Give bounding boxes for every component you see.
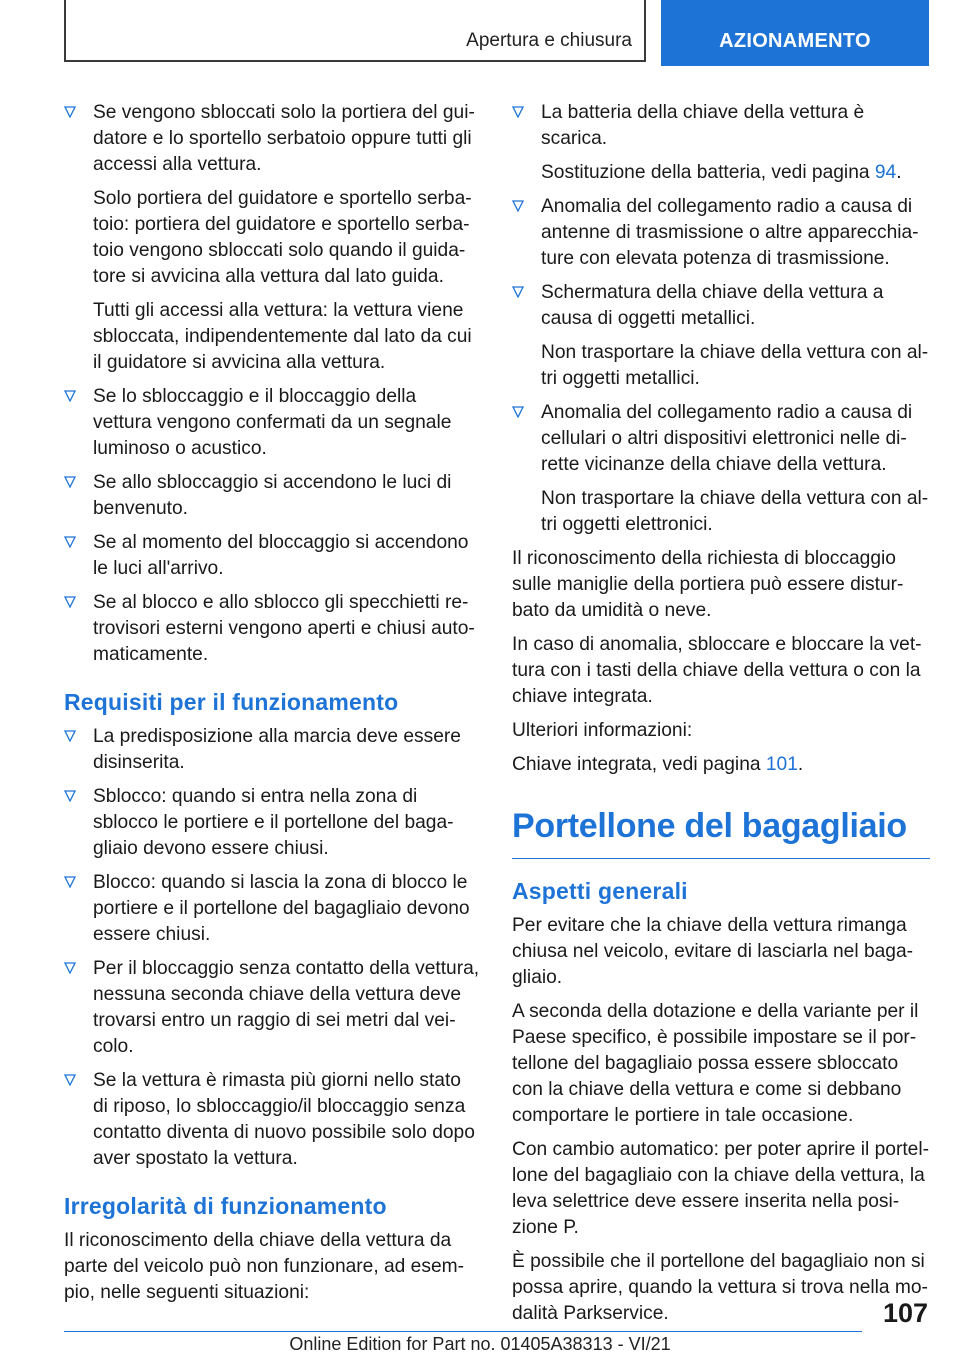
bullet-text: La batteria della chiave della vettura è scarica. xyxy=(541,102,865,149)
list-item xyxy=(64,956,480,1060)
bullet-text: Se la vettura è rimasta più giorni nello stato di riposo, lo sbloccaggio/il bloccaggio senza contatto diventa di nuovo possibile solo dopo aver spostato la vettura. xyxy=(93,1070,475,1169)
triangle-bullet-icon xyxy=(64,876,76,888)
paragraph: Il riconoscimento della richiesta di bloccaggio sulle maniglie della portiera può essere distur-bato da umidità o neve. xyxy=(512,548,904,621)
paragraph: Per evitare che la chiave della vettura rimanga chiusa nel veicolo, evitare di lasciarla nel baga-gliaio. xyxy=(512,915,914,988)
list-item xyxy=(64,100,480,376)
list-item xyxy=(512,400,930,538)
list-item xyxy=(64,724,480,776)
bullet-text: Sblocco: quando si entra nella zona di sblocco le portiere e il portellone del baga-gliaio devono essere chiusi. xyxy=(93,786,454,859)
bullet-text: Schermatura della chiave della vettura a causa di oggetti metallici. xyxy=(541,282,884,329)
paragraph: Ulteriori informazioni: xyxy=(512,720,693,741)
bullet-text: Anomalia del collegamento radio a causa di antenne di trasmissione o altre apparecchia-ture con elevata potenza di trasmissione. xyxy=(541,196,919,269)
bullet-note: Non trasportare la chiave della vettura con al-tri oggetti elettronici. xyxy=(541,488,929,535)
triangle-bullet-icon xyxy=(64,476,76,488)
list-item xyxy=(512,194,930,272)
triangle-bullet-icon xyxy=(512,106,524,118)
left-column xyxy=(64,100,480,1314)
list-item xyxy=(64,784,480,862)
page-header xyxy=(64,0,929,66)
heading-requirements: Requisiti per il funzionamento xyxy=(64,689,399,715)
bullet-text: Per il bloccaggio senza contatto della vettura, nessuna seconda chiave della vettura deve trovarsi entro un raggio di sei metri dal vei-colo. xyxy=(93,958,480,1057)
triangle-bullet-icon xyxy=(64,536,76,548)
footer-edition: Online Edition for Part no. 01405A38313 - VI/21 xyxy=(289,1334,671,1354)
bullet-text: Se al blocco e allo sblocco gli specchietti re-trovisori esterni vengono aperti e chiusi auto-maticamente. xyxy=(93,592,475,665)
triangle-bullet-icon xyxy=(64,730,76,742)
bullet-reference: Sostituzione della batteria, vedi pagina 94. xyxy=(541,162,902,183)
heading-irregularities: Irregolarità di funzionamento xyxy=(64,1193,387,1219)
triangle-bullet-icon xyxy=(64,790,76,802)
bullet-text: Tutti gli accessi alla vettura: la vettura viene sbloccata, indipendentemente dal lato da cui il guidatore si avvicina alla vettura. xyxy=(93,300,472,373)
bullet-text: Anomalia del collegamento radio a causa di cellulari o altri dispositivi elettronici nelle di-rette vicinanze della chiave della vettura. xyxy=(541,402,913,475)
list-item xyxy=(64,590,480,668)
right-column xyxy=(512,100,930,1335)
bullet-text: Se vengono sbloccati solo la portiera del gui-datore e lo sportello serbatoio oppure tutti gli accessi alla vettura. xyxy=(93,102,475,175)
page-link-101[interactable]: 101 xyxy=(765,754,798,775)
header-chapter-tab: AZIONAMENTO xyxy=(661,0,929,66)
header-section-title: Apertura e chiusura xyxy=(466,30,632,51)
footer-rule xyxy=(64,1331,862,1332)
triangle-bullet-icon xyxy=(64,106,76,118)
bullet-note: Non trasportare la chiave della vettura con al-tri oggetti metallici. xyxy=(541,342,929,389)
heading-general: Aspetti generali xyxy=(512,878,688,904)
bullet-text: Solo portiera del guidatore e sportello serba-toio: portiera del guidatore e sportello serba-toio vengono sbloccati solo quando il guida-tore si avvicina alla vettura dal lato guida. xyxy=(93,188,472,287)
triangle-bullet-icon xyxy=(512,406,524,418)
triangle-bullet-icon xyxy=(512,286,524,298)
triangle-bullet-icon xyxy=(64,962,76,974)
page-link-94[interactable]: 94 xyxy=(874,162,897,183)
list-item xyxy=(512,280,930,392)
paragraph-reference: Chiave integrata, vedi pagina 101. xyxy=(512,754,804,775)
bullet-list-b xyxy=(64,724,480,1172)
triangle-bullet-icon xyxy=(64,390,76,402)
list-item xyxy=(64,870,480,948)
list-item xyxy=(64,384,480,462)
list-item xyxy=(64,470,480,522)
list-item xyxy=(64,1068,480,1172)
bullet-list-a xyxy=(64,100,480,668)
paragraph: È possibile che il portellone del bagagliaio non si possa aprire, quando la vettura si trova nella mo-dalità Parkservice. xyxy=(512,1251,928,1324)
bullet-text: Blocco: quando si lascia la zona di blocco le portiere e il portellone del bagagliaio devono essere chiusi. xyxy=(93,872,470,945)
paragraph: Con cambio automatico: per poter aprire il portel-lone del bagagliaio con la chiave della vettura, la leva selettrice deve essere inserita nella posi-zione P. xyxy=(512,1139,929,1238)
list-item xyxy=(512,100,930,186)
header-section-box xyxy=(64,0,646,62)
heading-tailgate: Portellone del bagagliaio xyxy=(512,806,930,859)
bullet-text: Se lo sbloccaggio e il bloccaggio della vettura vengono confermati da un segnale luminoso o acustico. xyxy=(93,386,452,459)
paragraph: In caso di anomalia, sbloccare e bloccare la vet-tura con i tasti della chiave della vettura o con la chiave integrata. xyxy=(512,634,922,707)
bullet-text: Se al momento del bloccaggio si accendono le luci all'arrivo. xyxy=(93,532,469,579)
bullet-text: La predisposizione alla marcia deve essere disinserita. xyxy=(93,726,461,773)
triangle-bullet-icon xyxy=(512,200,524,212)
triangle-bullet-icon xyxy=(64,1074,76,1086)
irregularities-intro: Il riconoscimento della chiave della vettura da parte del veicolo può non funzionare, ad esem-pio, nelle seguenti situazioni: xyxy=(64,1230,464,1303)
paragraph: A seconda della dotazione e della variante per il Paese specifico, è possibile impostare se il por-tellone del bagagliaio possa essere sbloccato con la chiave della vettura e come si debbano comportare le portiere in tale occasione. xyxy=(512,1001,919,1126)
triangle-bullet-icon xyxy=(64,596,76,608)
bullet-text: Se allo sbloccaggio si accendono le luci di benvenuto. xyxy=(93,472,452,519)
list-item xyxy=(64,530,480,582)
page-number: 107 xyxy=(882,1298,928,1328)
